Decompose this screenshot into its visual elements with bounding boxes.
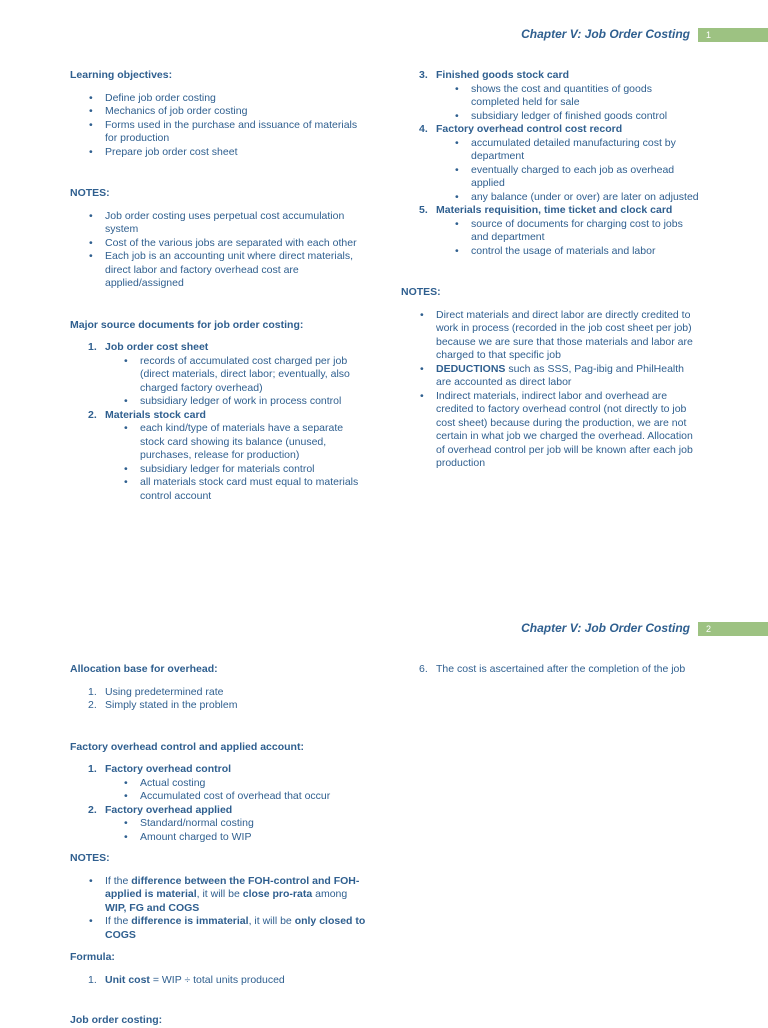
sub-item: • all materials stock card must equal to materials control account [70, 476, 370, 503]
list-item: • Each job is an accounting unit where direct materials, direct labor and factory overhead cost are applied/assigned [70, 250, 370, 291]
sub-item: • source of documents for charging cost to jobs and department [401, 218, 701, 245]
sub-item: • shows the cost and quantities of goods completed held for sale [401, 83, 701, 110]
sub-item: • records of accumulated cost charged per job (direct materials, direct labor; eventually, also charged factory overhead) [70, 355, 370, 396]
item-number: 2. [88, 803, 97, 816]
item-number: 1. [88, 973, 97, 986]
bold-text: difference is immaterial [131, 915, 249, 927]
right-column [401, 663, 701, 677]
item-number: 2. [88, 699, 97, 711]
page-2 [0, 600, 768, 1024]
document-title: Materials stock card [105, 408, 206, 421]
formula-list [70, 974, 370, 988]
sub-item: • Actual costing [70, 777, 370, 791]
major-source-heading: Major source documents for job order costing: [70, 318, 304, 331]
document-title: Materials requisition, time ticket and clock card [436, 204, 673, 216]
list-item [70, 915, 370, 942]
item-number: 1. [88, 685, 97, 698]
sub-item: • Amount charged to WIP [70, 831, 370, 845]
deductions-text: such as SSS, Pag-ibig and PhilHealth are accounted as direct labor [436, 362, 685, 388]
source-documents-list-continued [401, 69, 701, 258]
list-item: • Define job order costing [70, 92, 370, 106]
item-text: Simply stated in the problem [105, 699, 238, 711]
document-item [401, 123, 701, 137]
deductions-label: DEDUCTIONS [436, 362, 506, 375]
item-title: Factory overhead control [105, 763, 232, 775]
page-header [521, 28, 768, 42]
foh-list [70, 763, 370, 844]
bold-text: Unit cost [105, 973, 150, 986]
list-item [401, 363, 701, 390]
sub-item: • control the usage of materials and labor [401, 245, 701, 259]
learning-objectives-list [70, 92, 370, 160]
item-text: Using predetermined rate [105, 685, 224, 698]
notes-list [70, 210, 370, 291]
list-item: • Job order costing uses perpetual cost accumulation system [70, 210, 370, 237]
item-number: 5. [419, 204, 428, 216]
page-number-badge: 1 [698, 28, 768, 42]
source-documents-list [70, 341, 370, 503]
document-item [401, 69, 701, 83]
item-number: 6. [419, 663, 428, 675]
item-number: 2. [88, 408, 97, 421]
text: , it will be [248, 915, 295, 927]
item-number: 1. [88, 341, 97, 353]
text: among [312, 888, 348, 900]
sub-item: • any balance (under or over) are later on adjusted [401, 191, 701, 205]
sub-item: • Standard/normal costing [70, 817, 370, 831]
list-item: • Forms used in the purchase and issuance of materials for production [70, 119, 370, 146]
list-item: • Indirect materials, indirect labor and overhead are credited to factory overhead control (not directly to job cost sheet) because during the production, we are not certain in what job we charged the overhead. Allocation of overhead control per job will be known after each job production [401, 390, 701, 471]
bold-text: WIP, FG and COGS [105, 901, 200, 914]
item-number: 3. [419, 69, 428, 81]
sub-item: • each kind/type of materials have a separate stock card showing its balance (unused, purchases, release for production) [70, 422, 370, 463]
list-item [70, 804, 370, 818]
sub-item: • subsidiary ledger of finished goods control [401, 110, 701, 124]
notes-heading: NOTES: [70, 852, 110, 864]
foh-heading: Factory overhead control and applied account: [70, 740, 304, 753]
left-column [70, 69, 370, 503]
text: If the [105, 874, 132, 887]
sub-item: • eventually charged to each job as overhead applied [401, 164, 701, 191]
right-list [401, 663, 701, 677]
list-item [70, 763, 370, 777]
sub-item: • accumulated detailed manufacturing cost by department [401, 137, 701, 164]
list-item: • Direct materials and direct labor are directly credited to work in process (recorded in the job cost sheet per job) because we are sure that those materials and labor are charged to that specific job [401, 309, 701, 363]
bold-text: only closed to COGS [105, 915, 366, 941]
text: , it will be [196, 888, 243, 900]
text: If the [105, 915, 132, 927]
list-item [401, 663, 701, 677]
sub-item: • subsidiary ledger of work in process control [70, 395, 370, 409]
list-item [70, 686, 370, 700]
page-number-badge: 2 [698, 622, 768, 636]
document-item [401, 204, 701, 218]
list-item: • Prepare job order cost sheet [70, 146, 370, 160]
chapter-title: Chapter V: Job Order Costing [521, 621, 690, 636]
list-item [70, 875, 370, 916]
document-item [70, 341, 370, 355]
item-number: 4. [419, 123, 428, 135]
sub-item: • Accumulated cost of overhead that occur [70, 790, 370, 804]
text: = WIP ÷ total units produced [149, 973, 285, 986]
item-text: The cost is ascertained after the completion of the job [436, 663, 686, 675]
document-title: Finished goods stock card [436, 69, 570, 81]
learning-objectives-heading: Learning objectives: [70, 69, 173, 81]
allocation-list [70, 686, 370, 713]
sub-item: • subsidiary ledger for materials control [70, 463, 370, 477]
item-title: Factory overhead applied [105, 803, 233, 816]
document-title: Factory overhead control cost record [436, 123, 623, 135]
left-column [70, 663, 370, 1028]
list-item: • Cost of the various jobs are separated with each other [70, 237, 370, 251]
page-header [521, 622, 768, 636]
notes-heading: NOTES: [70, 187, 110, 199]
job-order-heading: Job order costing: [70, 1014, 163, 1026]
right-column [401, 69, 701, 471]
bold-text: difference between the FOH-control and FOH-applied is material [105, 874, 360, 900]
notes-list [70, 875, 370, 943]
chapter-title: Chapter V: Job Order Costing [521, 27, 690, 42]
item-number: 1. [88, 763, 97, 775]
notes-list [401, 309, 701, 471]
bold-text: close pro-rata [242, 888, 313, 900]
formula-heading: Formula: [70, 951, 115, 963]
list-item [70, 699, 370, 713]
list-item: • Mechanics of job order costing [70, 105, 370, 119]
document-title: Job order cost sheet [105, 341, 209, 353]
document-item [70, 409, 370, 423]
allocation-heading: Allocation base for overhead: [70, 663, 218, 675]
notes-heading: NOTES: [401, 286, 441, 298]
formula-item [70, 974, 370, 988]
